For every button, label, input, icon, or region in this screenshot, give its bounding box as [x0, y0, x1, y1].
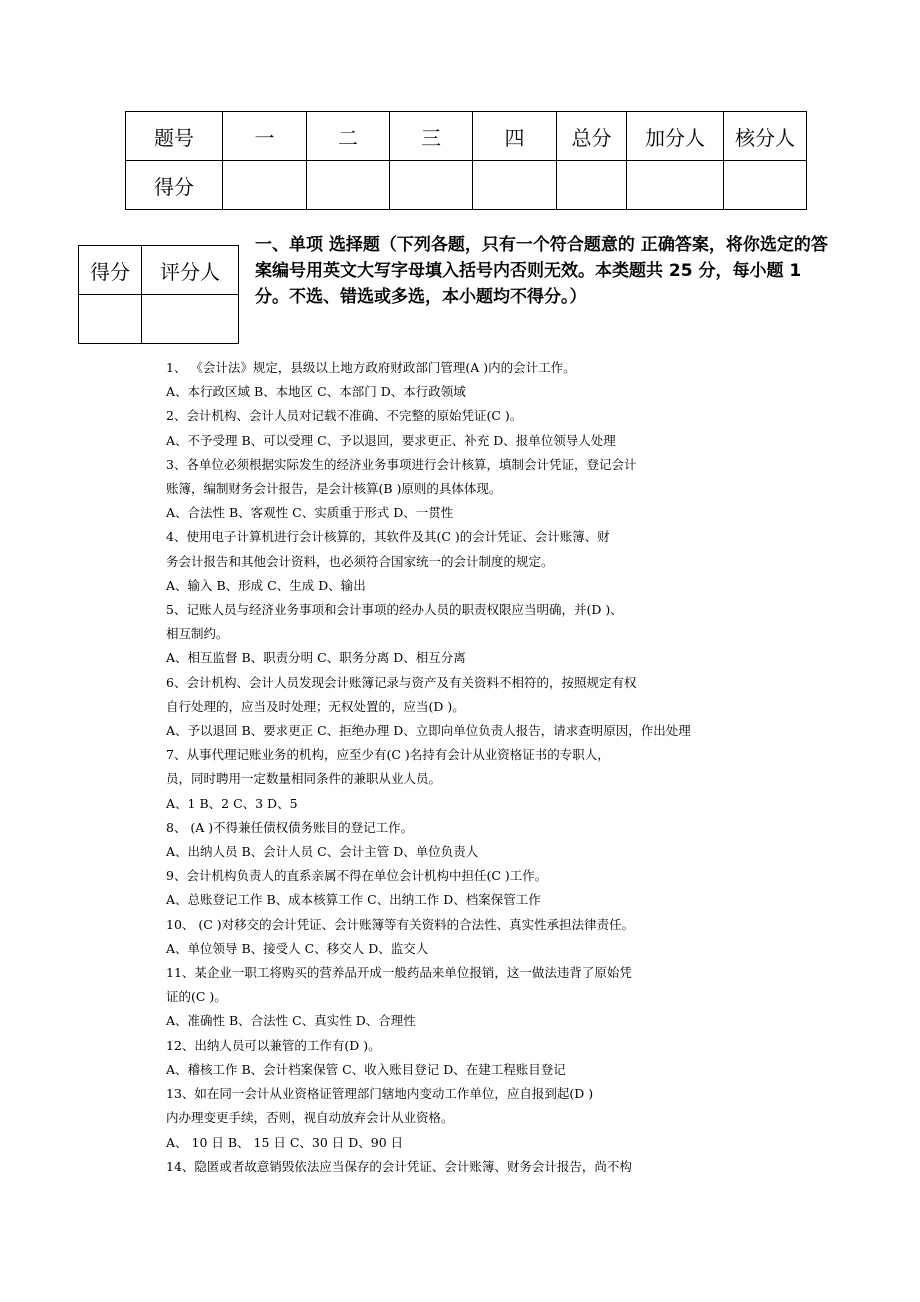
question-line: A、总账登记工作 B、成本核算工作 C、出纳工作 D、档案保管工作: [166, 892, 541, 908]
question-line: 5、记账人员与经济业务事项和会计事项的经办人员的职责权限应当明确，并(D )、: [166, 602, 623, 618]
score-cell[interactable]: [390, 161, 473, 210]
question-line: A、准确性 B、合法性 C、真实性 D、合理性: [166, 1013, 416, 1029]
question-line: 9、会计机构负责人的直系亲属不得在单位会计机构中担任(C )工作。: [166, 868, 548, 884]
score-cell[interactable]: [307, 161, 390, 210]
question-line: A、相互监督 B、职责分明 C、职务分离 D、相互分离: [166, 650, 466, 666]
score-row: [126, 161, 807, 210]
question-line: 内办理变更手续，否则，视自动放弃会计从业资格。: [166, 1110, 454, 1126]
score-row-label: 得分: [126, 161, 223, 210]
question-line: A、予以退回 B、要求更正 C、拒绝办理 D、立即向单位负责人报告，请求查明原因，作出处理: [166, 723, 691, 739]
header-cell: 一: [223, 112, 307, 161]
header-cell: 题号: [126, 112, 223, 161]
question-line: 1、 《会计法》规定，县级以上地方政府财政部门管理(A )内的会计工作。: [166, 360, 576, 375]
question-line: A、单位领导 B、接受人 C、移交人 D、监交人: [166, 940, 429, 956]
question-line: A、1 B、2 C、3 D、5: [166, 795, 298, 811]
header-cell: 核分人: [724, 112, 807, 161]
question-line: 7、从事代理记账业务的机构，应至少有(C )名持有会计从业资格证书的专职人，: [166, 747, 610, 763]
header-cell: 总分: [557, 112, 627, 161]
question-line: 证的(C )。: [166, 989, 227, 1005]
grader-table: [78, 245, 239, 344]
score-cell[interactable]: [473, 161, 557, 210]
score-cell[interactable]: [627, 161, 724, 210]
question-line: A、出纳人员 B、会计人员 C、会计主管 D、单位负责人: [166, 844, 479, 860]
question-line: A、本行政区域 B、本地区 C、本部门 D、本行政领域: [166, 384, 466, 400]
header-cell: 三: [390, 112, 473, 161]
question-line: A、合法性 B、客观性 C、实质重于形式 D、一贯性: [166, 505, 454, 521]
section-heading: 一、单项 选择题（下列各题，只有一个符合题意的 正确答案，将你选定的答案编号用英文大写字母填入括号内否则无效。本类题共 25 分，每小题 1 分。不选、错选或多选，本小题均不得分。）: [255, 235, 828, 307]
question-line: A、 10 日 B、 15 日 C、30 日 D、90 日: [166, 1134, 404, 1150]
question-line: 3、各单位必须根据实际发生的经济业务事项进行会计核算，填制会计凭证，登记会计: [166, 456, 637, 472]
grader-header-score: 得分: [79, 246, 142, 295]
grader-name-cell[interactable]: [142, 295, 239, 344]
question-line: A、输入 B、形成 C、生成 D、输出: [166, 577, 366, 593]
question-line: 相互制约。: [166, 626, 229, 642]
score-cell[interactable]: [557, 161, 627, 210]
question-line: A、稽核工作 B、会计档案保管 C、收入账目登记 D、在建工程账目登记: [166, 1061, 566, 1077]
question-line: 4、使用电子计算机进行会计核算的，其软件及其(C )的会计凭证、会计账簿、财: [166, 529, 610, 545]
header-cell: 加分人: [627, 112, 724, 161]
question-line: 11、某企业一职工将购买的营养品开成一般药品来单位报销，这一做法违背了原始凭: [166, 965, 632, 981]
question-line: 12、出纳人员可以兼管的工作有(D )。: [166, 1037, 381, 1053]
question-line: 10、 (C )对移交的会计凭证、会计账簿等有关资料的合法性、真实性承担法律责任。: [166, 916, 635, 932]
score-table: [125, 111, 807, 210]
question-line: 自行处理的，应当及时处理；无权处置的，应当(D )。: [166, 698, 465, 714]
score-cell[interactable]: [724, 161, 807, 210]
header-cell: 二: [307, 112, 390, 161]
question-line: A、不予受理 B、可以受理 C、予以退回，要求更正、补充 D、报单位领导人处理: [166, 432, 616, 448]
score-cell[interactable]: [223, 161, 307, 210]
question-line: 员，同时聘用一定数量相同条件的兼职从业人员。: [166, 771, 442, 787]
grader-header-grader: 评分人: [142, 246, 239, 295]
question-line: 2、会计机构、会计人员对记载不准确、不完整的原始凭证(C )。: [166, 408, 523, 424]
question-line: 13、如在同一会计从业资格证管理部门辖地内变动工作单位，应自报到起(D ): [166, 1086, 594, 1102]
grader-score-cell[interactable]: [79, 295, 142, 344]
question-list: [166, 356, 691, 1179]
question-line: 14、隐匿或者故意销毁依法应当保存的会计凭证、会计账簿、财务会计报告，尚不构: [166, 1158, 632, 1174]
header-cell: 四: [473, 112, 557, 161]
question-line: 账簿，编制财务会计报告，是会计核算(B )原则的具体体现。: [166, 481, 502, 497]
question-line: 8、 (A )不得兼任债权债务账目的登记工作。: [166, 819, 414, 835]
question-line: 务会计报告和其他会计资料，也必须符合国家统一的会计制度的规定。: [166, 553, 554, 569]
score-header-row: [126, 112, 807, 161]
question-line: 6、会计机构、会计人员发现会计账簿记录与资产及有关资料不相符的，按照规定有权: [166, 674, 637, 690]
